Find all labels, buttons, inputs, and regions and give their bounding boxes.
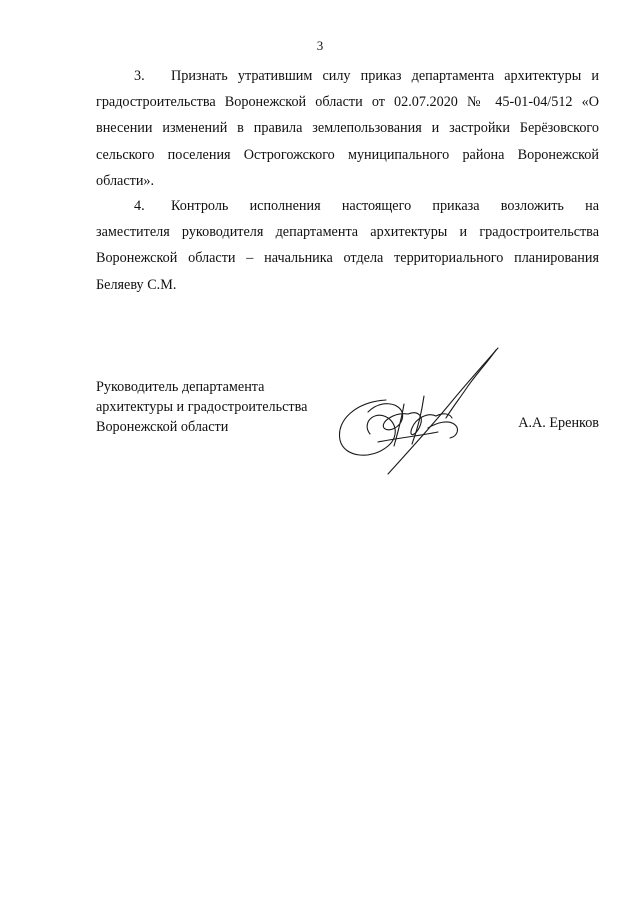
paragraph-number: 3. (134, 68, 145, 84)
signer-title-line: Руководитель департамента (96, 379, 265, 395)
paragraph-text: заместителя руководителя департамента архитектуры и градостроительства Воронежской области – начальника отдела территориального планирования Беляеву С.М. (96, 224, 599, 293)
paragraph-number: 4. (134, 198, 145, 214)
signature-block (96, 377, 599, 487)
signer-title-line: архитектуры и градостроительства (96, 399, 308, 415)
paragraph-first-line-text: Контроль исполнения настоящего приказа возложить на (171, 198, 599, 214)
paragraph-text: Признать утратившим силу приказ департамента архитектуры и градостроительства Воронежской области от 02.07.2020 № 45-01-04/512 «О внесении изменений в правила землепользования и застройки Берёзовского сельского поселения Острогожского муниципального района Воронежской области». (96, 68, 599, 189)
paragraph-4 (96, 193, 599, 298)
signer-title-line: Воронежской области (96, 419, 229, 435)
page-number: 3 (316, 38, 324, 53)
paragraph-3 (96, 63, 599, 194)
signer-title (96, 377, 307, 437)
signer-name: А.А. Еренков (518, 415, 599, 431)
paragraph-first-line (96, 193, 599, 219)
handwritten-signature (328, 342, 506, 482)
